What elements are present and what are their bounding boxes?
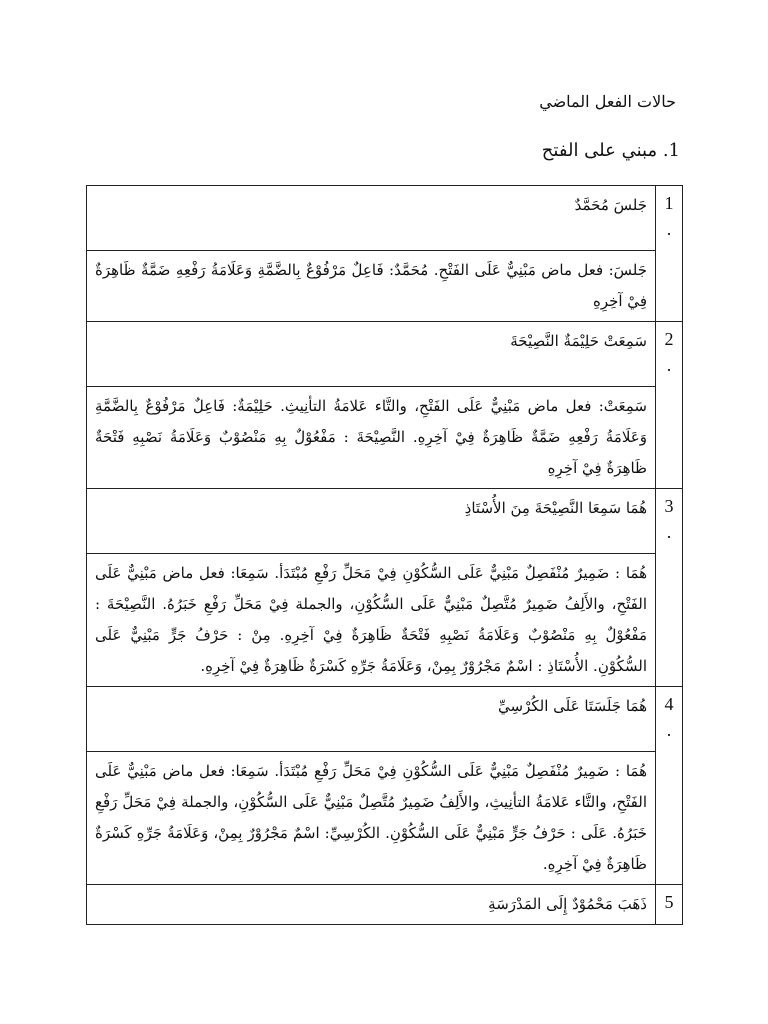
row-number-cell [656,489,683,687]
row-number: 2 [664,329,674,349]
table-row [87,387,683,489]
row-number: 1 [664,193,674,213]
table-row [87,251,683,322]
row-number: 4 [664,694,674,714]
analysis-cell: سَمِعَتْ: فعل ماض مَبْنِيٌّ عَلَى الفَتْحِ، والتَّاء عَلامَةُ التأنِيثِ. حَلِيْمَةٌ: فَاعِلٌ مَرْفُوْعٌ بِالضَّمَّةِ وَعَلَامَةُ رَفْعِهِ ضَمَّةٌ ظَاهِرَةٌ فِيْ آخِرِهِ. النَّصِيْحَةَ : مَفْعُوْلٌ بِهِ مَنْصُوْبٌ وَعَلَامَةُ نَصْبِهِ فَتْحَةٌ ظَاهِرَةٌ فِيْ آخِرِهِ [87,387,656,489]
row-number: 5 [664,892,674,912]
row-number: 3 [664,496,674,516]
analysis-cell: جَلسَ: فعل ماض مَبْنِيٌّ عَلَى الفَتْحِ. مُحَمَّدٌ: فَاعِلٌ مَرْفُوْعٌ بِالضَّمَّةِ وَعَلَامَةُ رَفْعِهِ ضَمَّةٌ ظَاهِرَةٌ فِيْ آخِرِهِ [87,251,656,322]
sentence-cell: جَلسَ مُحَمَّدٌ [87,186,656,251]
row-number-dot: . [666,355,672,375]
row-number-cell [656,885,683,925]
table-row [87,489,683,554]
row-number-cell [656,687,683,885]
table-row [87,687,683,752]
sentence-cell: هُمَا سَمِعَا النَّصِيْحَةَ مِنَ الأُسْتَاذِ [87,489,656,554]
row-number-dot: . [666,720,672,740]
row-number-dot: . [666,522,672,542]
sentence-cell: هُمَا جَلَسَتَا عَلَى الكُرْسِيِّ [87,687,656,752]
sentence-cell: سَمِعَتْ حَلِيْمَةٌ النَّصِيْحَةَ [87,322,656,387]
section-heading: 1. مبني على الفتح [541,140,680,161]
table-row [87,554,683,687]
table-row [87,885,683,925]
table-row [87,752,683,885]
analysis-cell: هُمَا : ضَمِيرٌ مُنْفَصِلٌ مَبْنِيٌّ عَلَى السُّكُوْنِ فِيْ مَحَلِّ رَفْعِ مُبْتَدَأ. سَمِعَا: فعل ماض مَبْنِيٌّ عَلَى الفَتْحِ، والتَّاء عَلامَةُ التأنِيثِ، والأَلِفُ ضَمِيرٌ مُتَّصِلٌ مَبْنِيٌّ عَلَى السُّكُوْنِ، والجملة فِيْ مَحَلِّ رَفْعِ خَبَرُهُ. عَلَى : حَرْفُ جَرٍّ مَبْنِيٌّ عَلَى السُّكُوْنِ. الكُرْسِيِّ: اسْمٌ مَجْرُوْرٌ بِمِنْ، وَعَلَامَةُ جَرِّهِ كَسْرَةٌ ظَاهِرَةٌ فِيْ آخِرِهِ. [87,752,656,885]
row-number-dot: . [666,219,672,239]
table-row [87,186,683,251]
table-row [87,322,683,387]
sentence-cell: ذَهَبَ مَحْمُوْدٌ إِلَى المَدْرَسَةِ [87,885,656,925]
analysis-cell: هُمَا : ضَمِيرٌ مُنْفَصِلٌ مَبْنِيٌّ عَلَى السُّكُوْنِ فِيْ مَحَلِّ رَفْعِ مُبْتَدَأ. سَمِعَا: فعل ماض مَبْنِيٌّ عَلَى الفَتْحِ، والأَلِفُ ضَمِيرٌ مُتَّصِلٌ مَبْنِيٌّ عَلَى السُّكُوْنِ، والجملة فِيْ مَحَلِّ رَفْعِ خَبَرُهُ. النَّصِيْحَةَ : مَفْعُوْلٌ بِهِ مَنْصُوْبٌ وَعَلَامَةُ نَصْبِهِ فَتْحَةٌ ظَاهِرَةٌ فِيْ آخِرِهِ. مِنْ : حَرْفُ جَرٍّ مَبْنِيٌّ عَلَى السُّكُوْنِ. الأُسْتَاذِ : اسْمٌ مَجْرُوْرٌ بِمِنْ، وَعَلَامَةُ جَرِّهِ كَسْرَةٌ ظَاهِرَةٌ فِيْ آخِرِهِ. [87,554,656,687]
grammar-table [86,185,683,925]
row-number-cell [656,322,683,489]
row-number-cell [656,186,683,322]
page-title: حالات الفعل الماضي [539,92,676,111]
